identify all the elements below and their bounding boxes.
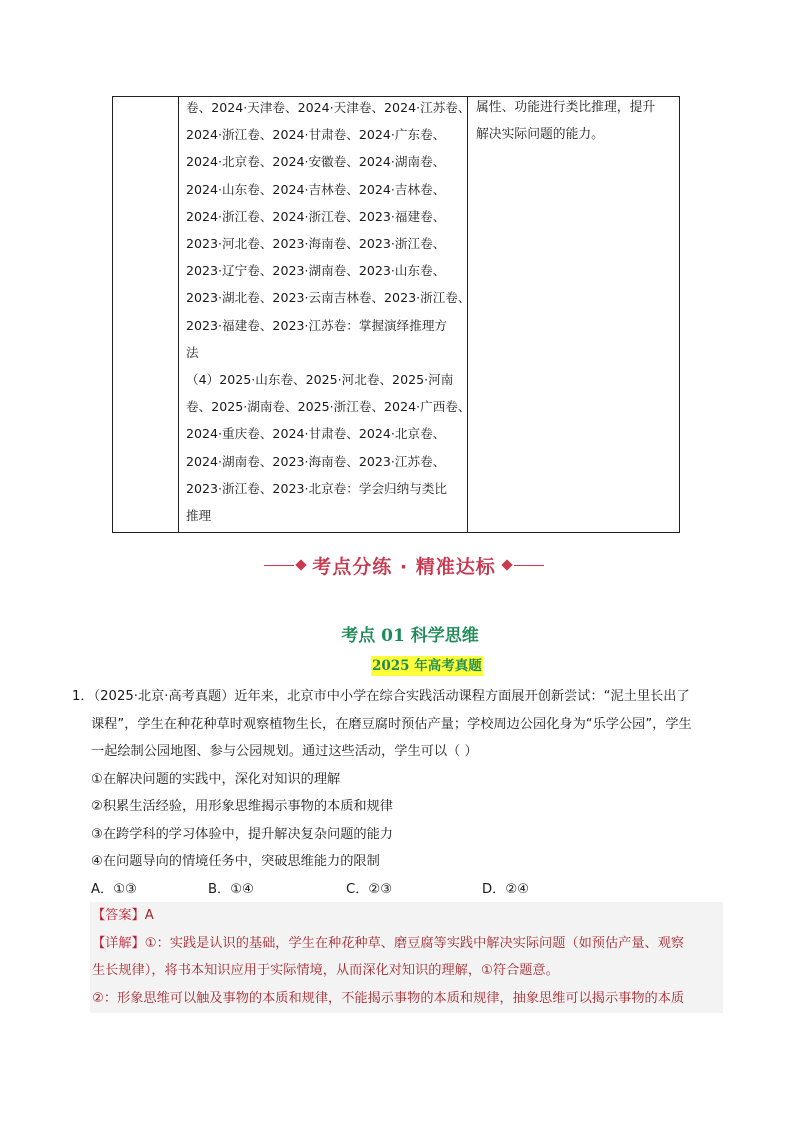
option-c[interactable]: C．②③ <box>346 881 393 897</box>
question-item: ③在跨学科的学习体验中，提升解决复杂问题的能力 <box>91 826 393 842</box>
detail-line: ②：形象思维可以触及事物的本质和规律，不能揭示事物的本质和规律，抽象思维可以揭示事物的本质 <box>92 990 685 1006</box>
table-cell-line: 解决实际问题的能力。 <box>476 127 604 143</box>
banner-diamond-icon <box>501 559 512 570</box>
banner-diamond-icon <box>296 559 307 570</box>
question-item: ④在问题导向的情境任务中，突破思维能力的限制 <box>91 854 380 869</box>
option-b[interactable]: B．①④ <box>208 881 254 897</box>
answer-box <box>90 902 723 1013</box>
table-cell-line: （4）2025·山东卷、2025·河北卷、2025·河南 <box>186 372 454 388</box>
requirements-table <box>112 96 680 533</box>
banner-rule-left <box>264 565 294 566</box>
question-item: ②积累生活经验，用形象思维揭示事物的本质和规律 <box>91 799 393 814</box>
table-cell-line: 卷、2025·湖南卷、2025·浙江卷、2024·广西卷、 <box>186 399 471 415</box>
table-cell-line: 2023·浙江卷、2023·北京卷：学会归纳与类比 <box>186 480 448 496</box>
table-cell-line: 法 <box>186 344 199 360</box>
table-cell-line: 属性、功能进行类比推理，提升 <box>476 100 656 115</box>
question-stem-line: 1．（2025·北京·高考真题）近年来，北京市中小学在综合实践活动课程方面展开创新尝试：“泥土里长出了 <box>72 689 690 704</box>
section-subtitle: 2025 年高考真题 <box>372 658 482 674</box>
question-stem-line: 课程”，学生在种花种草时观察植物生长，在磨豆腐时预估产量；学校周边公园化身为“乐学公园”，学生 <box>91 716 692 732</box>
table-cell-line: 2023·湖北卷、2023·云南吉林卷、2023·浙江卷、 <box>186 290 471 306</box>
detail-line <box>90 930 723 958</box>
table-cell-line: 2024·北京卷、2024·安徽卷、2024·湖南卷、 <box>186 154 446 170</box>
answer-line <box>90 902 723 930</box>
question-block <box>72 683 732 903</box>
table-cell-line: 2024·浙江卷、2024·浙江卷、2023·福建卷、 <box>186 208 446 224</box>
option-d[interactable]: D．②④ <box>482 881 529 897</box>
answer-value: A <box>144 908 154 923</box>
banner-title: 考点分练 · 精准达标 <box>312 555 496 578</box>
table-cell-line: 2024·湖南卷、2023·海南卷、2023·江苏卷、 <box>186 453 446 469</box>
table-col-empty <box>113 97 179 532</box>
answer-tag: 【答案】 <box>92 908 145 923</box>
section-title: 考点 01 科学思维 <box>341 626 479 646</box>
question-options <box>72 876 732 904</box>
table-cell-line: 2024·浙江卷、2024·甘肃卷、2024·广东卷、 <box>186 127 446 143</box>
detail-line: 生长规律），将书本知识应用于实际情境，从而深化对知识的理解，①符合题意。 <box>92 963 559 978</box>
question-stem-line: 一起绘制公园地图、参与公园规划。通过这些活动，学生可以（ ） <box>91 744 478 759</box>
banner-rule-right <box>514 565 544 566</box>
table-cell-line: 2023·辽宁卷、2023·湖南卷、2023·山东卷、 <box>186 263 446 279</box>
table-cell-line: 推理 <box>186 508 212 524</box>
option-a[interactable]: A．①③ <box>91 881 137 897</box>
section-banner <box>256 550 552 580</box>
table-col-sources <box>179 97 471 532</box>
detail-tag: 【详解】 <box>92 935 145 951</box>
table-col-ability <box>468 97 679 532</box>
question-item: ①在解决问题的实践中，深化对知识的理解 <box>91 771 341 787</box>
table-cell-line: 2023·河北卷、2023·海南卷、2023·浙江卷、 <box>186 236 446 252</box>
table-cell-line: 2024·山东卷、2024·吉林卷、2024·吉林卷、 <box>186 181 446 197</box>
table-cell-line: 2024·重庆卷、2024·甘肃卷、2024·北京卷、 <box>186 426 446 442</box>
table-cell-line: 2023·福建卷、2023·江苏卷：掌握演绎推理方 <box>186 317 448 333</box>
detail-text: ①：实践是认识的基础，学生在种花种草、磨豆腐等实践中解决实际问题（如预估产量、观察 <box>144 935 685 951</box>
table-cell-line: 卷、2024·天津卷、2024·天津卷、2024·江苏卷、 <box>186 100 471 115</box>
